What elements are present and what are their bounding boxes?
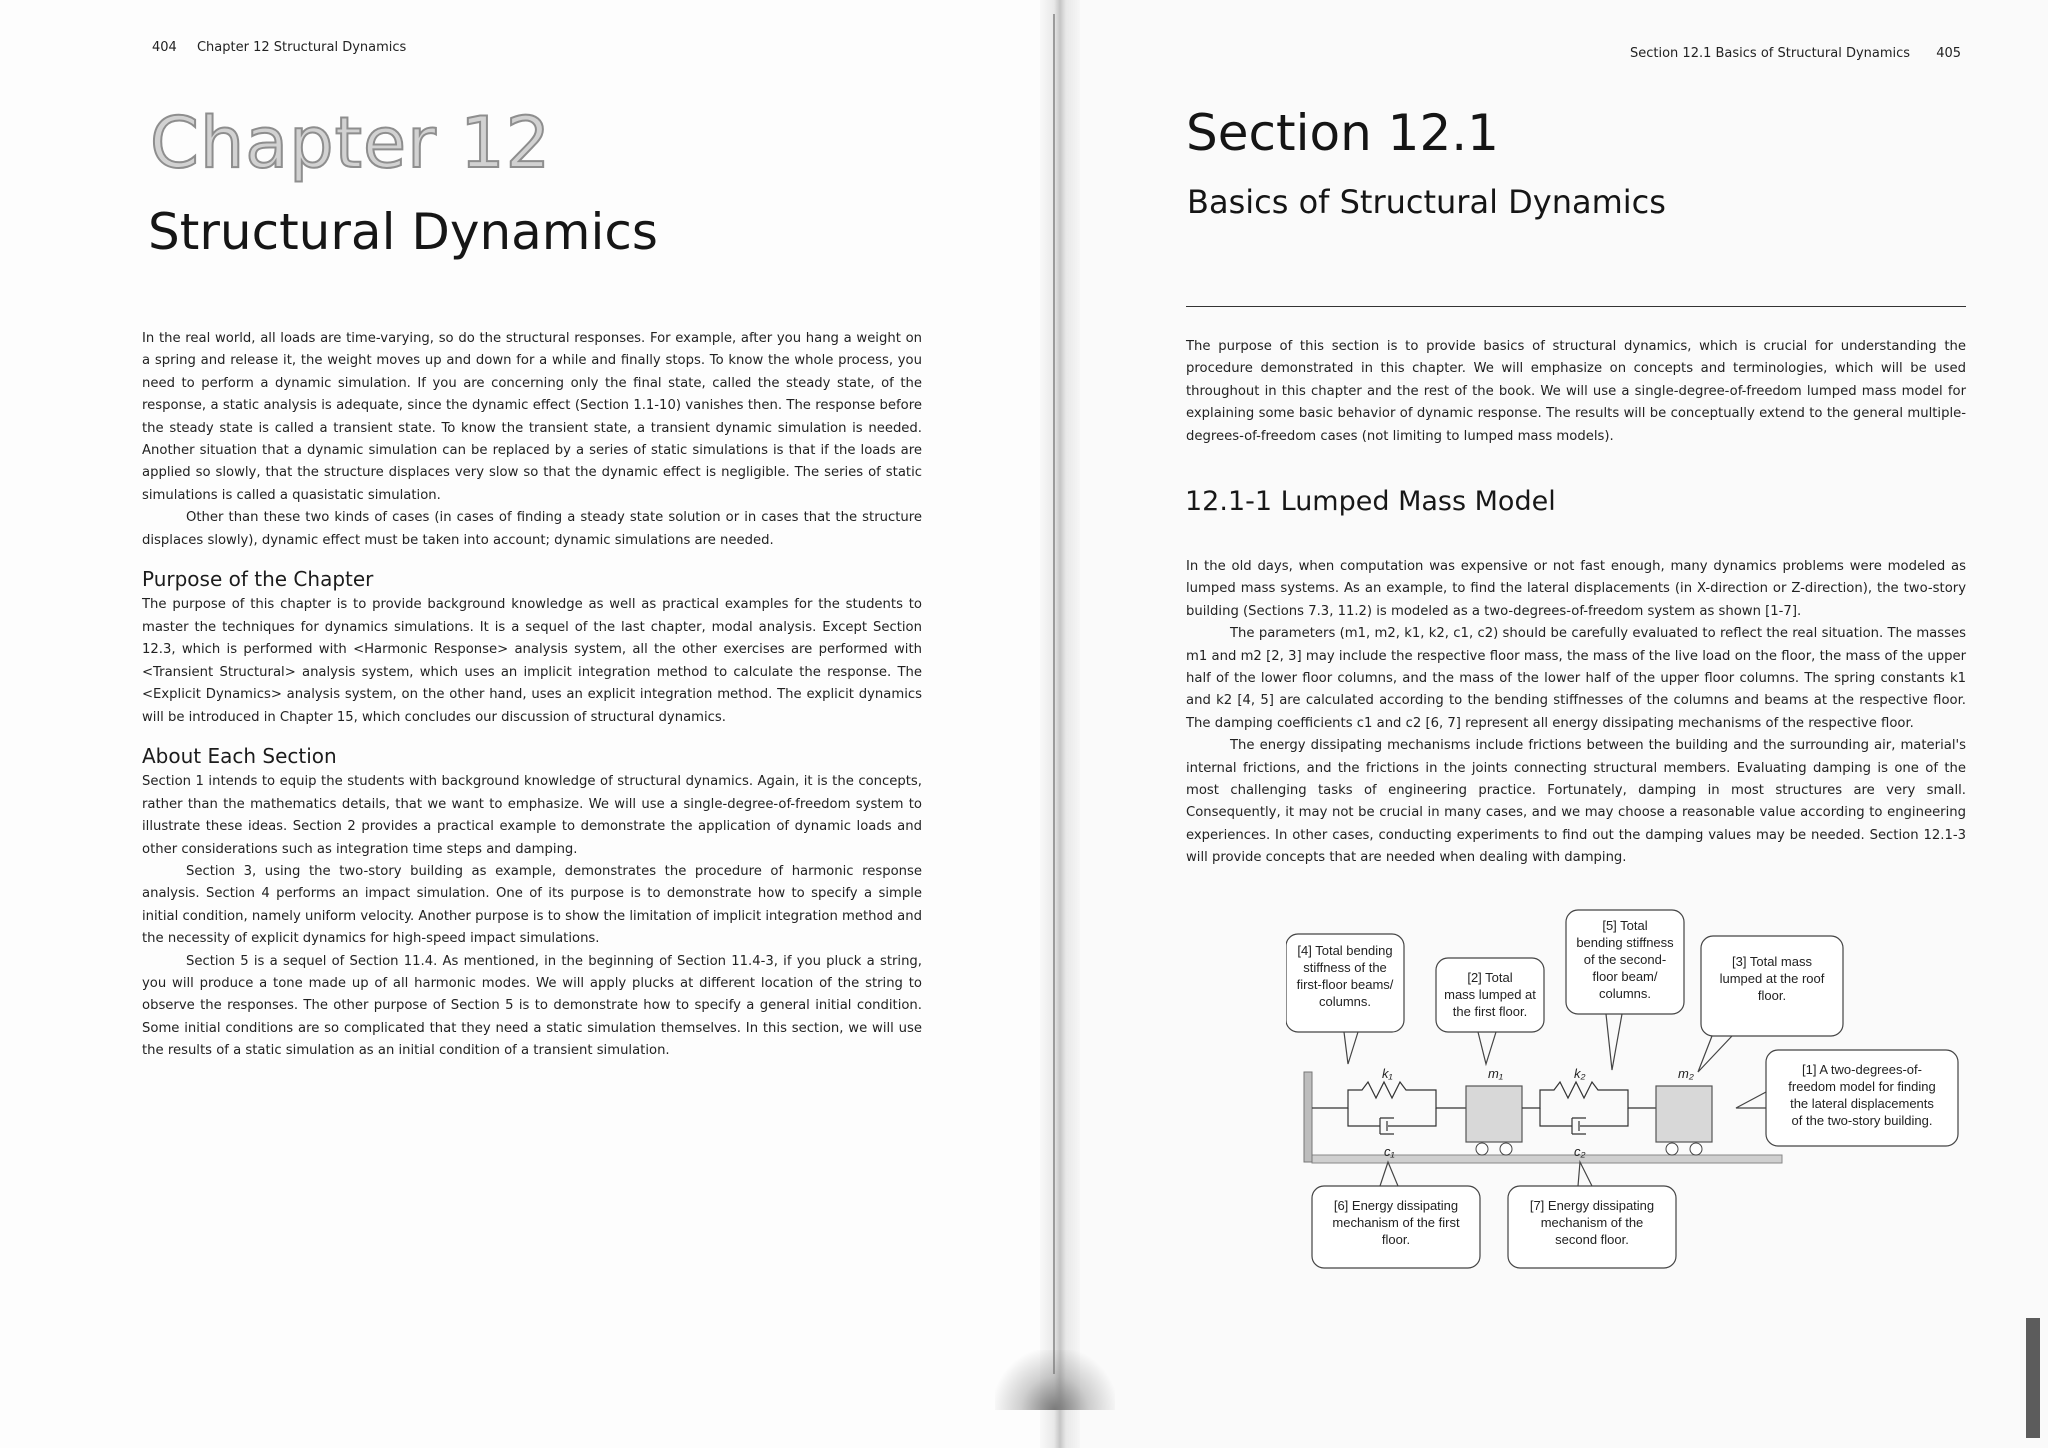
lumped-mass-paragraph-1: In the old days, when computation was expensive or not fast enough, many dynamics problems were modeled as lumped mass systems. As an example, to find the lateral displacements (in X-direction or Z-direction), the two-story building (Sections 7.3, 11.2) is modeled as a two-degrees-of-freedom system as shown [1-7]. [1186, 559, 1966, 619]
section-intro-paragraph: The purpose of this section is to provide basics of structural dynamics, which is crucial for understanding the procedure demonstrated in this chapter. We will emphasize on concepts and terminologies, which will be used throughout in this chapter and the rest of the book. We will use a single-degree-of-freedom lumped mass model for explaining some basic behavior of dynamic response. The results will be conceptually extend to the general multiple-degrees-of-freedom cases (not limiting to lumped mass models). [1186, 339, 1966, 444]
callout-1-line-2: freedom model for finding [1788, 1079, 1936, 1094]
callout-4-line-1: [4] Total bending [1297, 943, 1393, 958]
purpose-paragraph: The purpose of this chapter is to provide background knowledge as well as practical examples for the students to master the techniques for dynamics simulations. It is a sequel of the last chapter, modal analysis. Except Section 12.3, which is performed with <Harmonic Response> analysis system, all the other exercises are performed with <Transient Structural> analysis system, which uses an implicit integration method to calculate the response. The <Explicit Dynamics> analysis system, on the other hand, uses an explicit integration method. The explicit dynamics will be introduced in Chapter 15, which concludes our discussion of structural dynamics. [142, 597, 922, 725]
lumped-mass-paragraph-3: The energy dissipating mechanisms include frictions between the building and the surrounding air, material's internal frictions, and the frictions in the joints connecting structural members. Evaluating damping is one of the most challenging tasks of engineering practice. Fortunately, damping in most structures are very small. Consequently, it may not be crucial in many cases, and we may choose a reasonable value according to engineering experiences. In other cases, conducting experiments to find out the damping values may be needed. Section 12.1-3 will provide concepts that are needed when dealing with damping. [1186, 738, 1966, 866]
mass-2-block [1656, 1086, 1712, 1142]
spring-damper-2 [1522, 1082, 1656, 1134]
left-running-title: Chapter 12 Structural Dynamics [196, 40, 407, 55]
chapter-label: Chapter 12 [150, 102, 552, 184]
lumped-mass-figure [1286, 900, 1966, 1280]
callout-4-line-3: first-floor beams/ [1296, 977, 1394, 992]
callout-4-line-4: columns. [1318, 994, 1372, 1009]
callout-5-line-2: bending stiffness [1576, 935, 1674, 950]
callout-3-line-2: lumped at the roof [1719, 971, 1825, 986]
callout-5-line-3: of the second- [1583, 952, 1667, 967]
callout-5-line-4: floor beam/ [1592, 969, 1658, 984]
about-heading: About Each Section [142, 743, 337, 768]
lumped-mass-paragraph-2: The parameters (m1, m2, k1, k2, c1, c2) should be carefully evaluated to reflect the real situation. The masses m1 and m2 [2, 3] may include the respective floor mass, the mass of the live load on the floor, the mass of the upper half of the lower floor columns, and the mass of the lower half of the upper floor columns. The spring constants k1 and k2 [4, 5] are calculated according to the bending stiffnesses of the columns and beams at the respective floor. The damping coefficients c1 and c2 [6, 7] represent all energy dissipating mechanisms of the respective floor. [1186, 626, 1966, 731]
callout-7-line-2: mechanism of the [1540, 1215, 1644, 1230]
chapter-intro [142, 328, 922, 1063]
callout-7-line-1: [7] Energy dissipating [1529, 1198, 1655, 1213]
label-m2: m₂ [1678, 1066, 1694, 1081]
about-paragraph-1: Section 1 intends to equip the students with background knowledge of structural dynamics. Again, it is the concepts, rather than the mathematics details, that we want to emphasize. We will use a single-degree-of-freedom system to illustrate these ideas. Section 2 provides a practical example to demonstrate the application of dynamic loads and other considerations such as integration time steps and damping. [142, 774, 922, 857]
page-edge-mark [2026, 1318, 2040, 1438]
mass-1-wheel-left [1476, 1143, 1488, 1155]
right-page-number: 405 [1936, 46, 1962, 61]
label-k1: k₁ [1382, 1066, 1393, 1081]
callout-1-line-4: of the two-story building. [1791, 1113, 1933, 1128]
spine-shadow [995, 1350, 1115, 1410]
mass-2-wheel-right [1690, 1143, 1702, 1155]
callout-5-line-5: columns. [1598, 986, 1652, 1001]
section-rule [1186, 306, 1966, 307]
lumped-mass-text [1186, 556, 1966, 870]
callout-4-line-2: stiffness of the [1303, 960, 1387, 975]
spine-line [1053, 14, 1055, 1374]
about-paragraph-2: Section 3, using the two-story building as example, demonstrates the procedure of harmonic response analysis. Section 4 performs an impact simulation. One of its purpose is to demonstrate how to specify a simple initial condition, namely uniform velocity. Another purpose is to show the limitation of implicit integration method and the necessity of explicit dynamics for high-speed impact simulations. [142, 863, 922, 947]
section-intro [1186, 336, 1966, 448]
intro-paragraph-2: Other than these two kinds of cases (in cases of finding a steady state solution or in cases that the structure displaces slowly), dynamic effect must be taken into account; dynamic simulations are needed. [142, 510, 922, 548]
left-running-head [152, 40, 406, 55]
callout-6-line-2: mechanism of the first [1332, 1215, 1460, 1230]
lumped-mass-diagram [1286, 900, 1966, 1280]
fixed-wall [1304, 1072, 1312, 1162]
ground-surface [1312, 1155, 1782, 1163]
section-title: Basics of Structural Dynamics [1187, 183, 1666, 221]
mass-1-block [1466, 1086, 1522, 1142]
callout-3-line-3: floor. [1757, 988, 1787, 1003]
label-m1: m₁ [1488, 1066, 1503, 1081]
callout-7-line-3: second floor. [1555, 1232, 1629, 1247]
mass-2-wheel-left [1666, 1143, 1678, 1155]
callout-3-line-1: [3] Total mass [1732, 954, 1812, 969]
mass-1-wheel-right [1500, 1143, 1512, 1155]
label-c1: c₁ [1384, 1144, 1395, 1159]
callout-2-line-2: mass lumped at [1444, 987, 1536, 1002]
callout-2-line-1: [2] Total [1467, 970, 1513, 985]
callout-5-line-1: [5] Total [1602, 918, 1648, 933]
callout-6-line-1: [6] Energy dissipating [1333, 1198, 1459, 1213]
callout-6-line-3: floor. [1381, 1232, 1411, 1247]
label-k2: k₂ [1574, 1066, 1586, 1081]
section-label: Section 12.1 [1186, 104, 1499, 162]
about-paragraph-3: Section 5 is a sequel of Section 11.4. As mentioned, in the beginning of Section 11.4-3, if you pluck a string, you will produce a tone made up of all harmonic modes. We will apply plucks at different location of the string to observe the responses. The other purpose of Section 5 is to demonstrate how to specify a general initial condition. Some initial conditions are so complicated that they need a static simulation themselves. In this section, we will use the results of a static simulation as an initial condition of a transient simulation. [142, 953, 922, 1059]
book-gutter [1040, 0, 1080, 1448]
left-page-number: 404 [152, 40, 177, 55]
callout-1-line-1: [1] A two-degrees-of- [1802, 1062, 1922, 1077]
spring-damper-1 [1312, 1082, 1466, 1134]
intro-paragraph-1: In the real world, all loads are time-varying, so do the structural responses. For example, after you hang a weight on a spring and release it, the weight moves up and down for a while and finally stops. To know the whole process, you need to perform a dynamic simulation. If you are concerning only the final state, called the steady state, of the response, a static analysis is adequate, since the dynamic effect (Section 1.1-10) vanishes then. The response before the steady state is called a transient state. To know the transient state, a transient dynamic simulation is needed. Another situation that a dynamic simulation can be replaced by a series of static simulations is that if the loads are applied so slowly, that the structure displaces very slow so that the dynamic effect is negligible. The series of static simulations is called a quasistatic simulation. [142, 331, 922, 503]
subsection-heading: 12.1-1 Lumped Mass Model [1185, 486, 1556, 517]
chapter-title: Structural Dynamics [148, 203, 658, 261]
label-c2: c₂ [1574, 1144, 1586, 1159]
callout-1-line-3: the lateral displacements [1790, 1096, 1934, 1111]
callout-2-line-3: the first floor. [1452, 1004, 1528, 1019]
purpose-heading: Purpose of the Chapter [142, 567, 374, 592]
right-running-head [1630, 46, 1961, 61]
right-running-title: Section 12.1 Basics of Structural Dynamics [1630, 46, 1911, 61]
